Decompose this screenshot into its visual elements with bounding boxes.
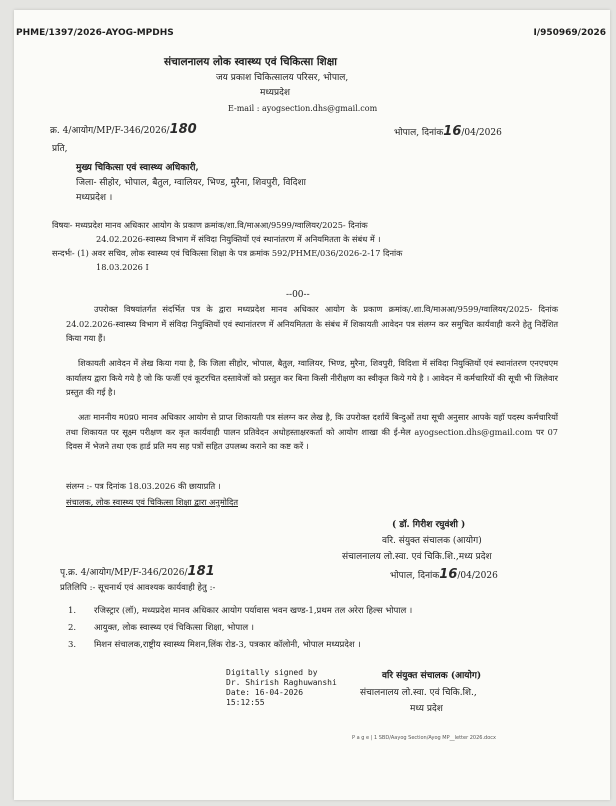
reference-number-right: I/950969/2026: [533, 28, 606, 38]
enclosure-note: संलग्न :- पत्र दिनांक 18.03.2026 की छायाप्रति ।: [66, 481, 221, 491]
body-paragraph-3: अतः माननीय म0प्र0 मानव अधिकार आयोग से प्राप्त शिकायती पत्र संलग्न कर लेख है, कि उपरोक्त दर्शायें बिन्दुओं तथा सूची अनुसार आपके यहॉ पदस्थ कर्मचारियों तथा शिकायत पर सूक्ष्म परीक्षण कर कृत कार्यवाही पालन प्रतिवेदन अधोहस्ताक्षरकर्ता को आयोग शाखा की ई-मेल ayogsection.dhs@gmail.com पर 07 दिवस में भेजने तथा एक हार्ड प्रति मय सह पत्रों सहित उपलब्ध कराने का कष्ट करें ।: [66, 412, 558, 451]
addressee-prati: प्रति,: [52, 144, 68, 154]
letter-date: भोपाल, दिनांक16/04/2026: [394, 124, 502, 139]
signatory-title: वरि. संयुक्त संचालक (आयोग): [382, 536, 482, 546]
address-line: जय प्रकाश चिकित्सालय परिसर, भोपाल,: [216, 73, 349, 83]
addressee-block: मुख्य चिकित्सा एवं स्वास्थ्य अधिकारी, जिला- सीहोर, भोपाल, बैतुल, ग्वालियर, भिण्ड, मुरैना, शिवपुरी, विदिशा मध्यप्रदेश ।: [76, 163, 306, 203]
copy-to-heading: प्रतिलिपि :- सूचनार्थ एवं आवश्यक कार्यवाही हेतु :-: [60, 583, 216, 593]
handwritten-number: 180: [169, 122, 197, 137]
signatory-office: संचालनालय लो.स्वा. एवं चिकि.शि.,मध्य प्रदेश: [342, 552, 492, 562]
organization-name: संचालनालय लोक स्वास्थ्य एवं चिकित्सा शिक्षा: [164, 56, 337, 68]
body-paragraph-1: उपरोक्त विषयांतर्गत संदर्भित पत्र के द्वारा मध्यप्रदेश मानव अधिकार आयोग के प्रकाण क्रमांक/.शा.वि/माअआ/9599/ग्वालियर/2025- दिनांक 24.02.2026-स्वास्थ्य विभाग में संविदा नियुक्तियों एवं स्थानांतरण में अनियमितता के संबंध में शिकायती आवेदन पत्र संलग्न कर समुचित कार्यवाही करने हेतु निर्देशित किया गया हैं।: [66, 304, 558, 343]
subject-block: विषयः- मध्यप्रदेश मानव अधिकार आयोग के प्रकाण क्रमांक/शा.वि/माअआ/9599/ग्वालियर/2025- दिनांक 24.02.2026-स्वास्थ्य विभाग में संविदा नियुक्तियों एवं स्थानांतरण में अनियमितता के संबंध में । सन्दर्भः- (1) अवर सचिव, लोक स्वास्थ्य एवं चिकित्सा शिक्षा के पत्र क्रमांक 592/PHME/036/2026-2-17 दिनांक 18.03.2026 I: [52, 220, 403, 272]
endorsement-number: पृ.क्र. 4/आयोग/MP/F-346/2026/181: [60, 564, 215, 579]
page-footer: P a g e | 1 SBD/Aayog Section/Ayog MP__letter 2026.docx: [352, 735, 496, 741]
list-item: 1. रजिस्ट्रार (लॉ), मध्यप्रदेश मानव अधिकार आयोग पर्यावास भवन खण्ड-1,प्रथम तल अरेरा हिल्स भोपाल ।: [68, 606, 413, 616]
signatory2-state: मध्य प्रदेश: [410, 704, 443, 714]
divider: --00--: [286, 290, 310, 300]
signatory2-title: वरि संयुक्त संचालक (आयोग): [382, 671, 482, 681]
letter-page: [14, 10, 610, 800]
signatory-name: ( डॉ. गिरीश रघुवंशी ): [392, 520, 466, 530]
handwritten-number-2: 181: [187, 564, 215, 579]
reference-number-left: PHME/1397/2026-AYOG-MPDHS: [16, 28, 174, 38]
signatory2-office: संचालनालय लो.स्वा. एवं चिकि.शि.,: [360, 688, 477, 698]
body-paragraph-2: शिकायती आवेदन में लेख किया गया है, कि जिला सीहोर, भोपाल, बैतुल, ग्वालियर, भिण्ड, मुरैना, शिवपुरी, विदिशा में संविदा नियुक्तियों एवं स्थानांतरण एनएचएम कार्यालय द्वारा किये गये है जो कि फर्जी एवं कूटरचित दस्तावेजों को प्रस्तुत कर बिना किसी नीरीक्षण का स्वीकृत किये गये है । आवेदन में कर्मचारियों की सूची भी जिलेवार प्रस्तुत की गई है।: [66, 358, 558, 397]
letter-number: क्र. 4/आयोग/MP/F-346/2026/180: [50, 122, 197, 137]
list-item: 3. मिशन संचालक,राष्ट्रीय स्वास्थ्य मिशन,लिंक रोड-3, पत्रकार कॉलोनी, भोपाल मध्यप्रदेश ।: [68, 640, 361, 650]
address-state: मध्यप्रदेश: [260, 88, 291, 98]
endorsement-date: भोपाल, दिनांक16/04/2026: [390, 567, 498, 582]
list-item: 2. आयुक्त, लोक स्वास्थ्य एवं चिकित्सा शिक्षा, भोपाल ।: [68, 623, 255, 633]
copy-list: [68, 603, 412, 654]
approval-note: संचालक, लोक स्वास्थ्य एवं चिकित्सा शिक्षा द्वारा अनुमोदित: [66, 497, 238, 507]
digital-signature: Digitally signed by Dr. Shirish Raghuwanshi Date: 16-04-2026 15:12:55: [226, 668, 337, 707]
email-line: E-mail : ayogsection.dhs@gmail.com: [228, 104, 378, 113]
